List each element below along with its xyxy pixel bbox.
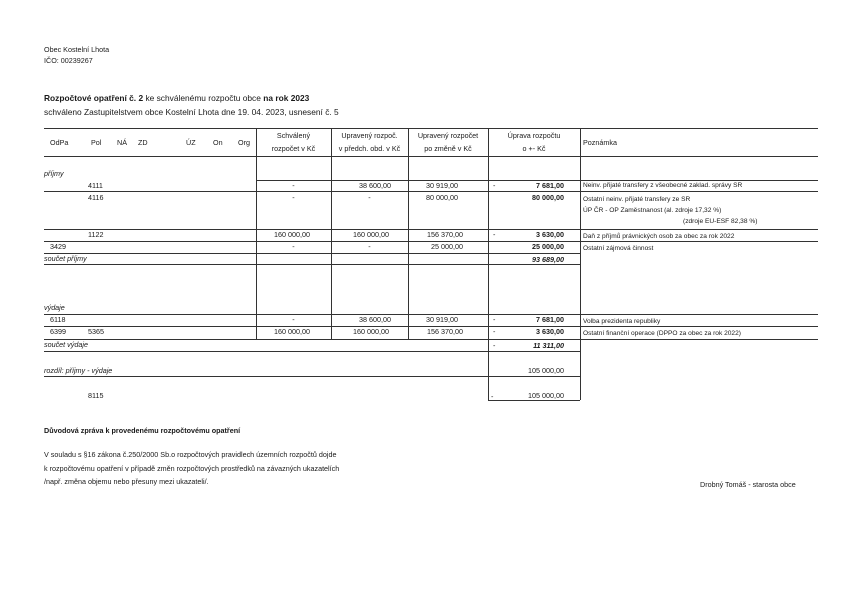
row-poznamka: Neinv. přijaté transfery z všeobecné zaklad. správy SR <box>583 182 743 189</box>
row-uprava: 3 630,00 <box>536 230 564 239</box>
row-uprava: 25 000,00 <box>532 242 564 251</box>
signature: Drobný Tomáš - starosta obce <box>700 480 796 489</box>
row-uprava: 3 630,00 <box>536 327 564 336</box>
header-zd: ZD <box>138 138 148 147</box>
row-po-zmene: 156 370,00 <box>427 230 463 239</box>
section-prijmy: příjmy <box>44 169 64 178</box>
soucet-prijmy-value: 93 689,00 <box>532 255 564 264</box>
row-poznamka: Ostatní neinv. přijaté transfery ze SR <box>583 196 691 203</box>
row-upraveny: 160 000,00 <box>353 327 389 336</box>
explanation-line: /např. změna objemu nebo přesuny mezi ukazateli/. <box>44 477 209 486</box>
header-uprava-line2: o +- Kč <box>522 144 546 153</box>
row-po-zmene: 30 919,00 <box>426 315 458 324</box>
row-po-zmene: 156 370,00 <box>427 327 463 336</box>
row-odpa: 3429 <box>50 242 66 251</box>
row-odpa: 6118 <box>50 315 66 324</box>
row-uprava: 7 681,00 <box>536 181 564 190</box>
document-title <box>44 93 309 103</box>
title-main-middle: ke schválenému rozpočtu obce <box>143 93 264 103</box>
row-upraveny: 160 000,00 <box>353 230 389 239</box>
soucet-vydaje-value: 11 311,00 <box>533 341 564 350</box>
header-org: Org <box>238 138 250 147</box>
header-uprava-line1: Úprava rozpočtu <box>507 131 561 140</box>
col-line <box>580 128 581 400</box>
ico-number: IČO: 00239267 <box>44 56 93 65</box>
row-pol: 4116 <box>88 193 104 202</box>
explanation-heading: Důvodová zpráva k provedenému rozpočtovému opatření <box>44 426 241 435</box>
row-pol: 4111 <box>88 181 103 190</box>
row-poznamka-detail: (zdroje EU-ESF 82,38 %) <box>683 218 758 225</box>
header-poznamka: Poznámka <box>583 138 617 147</box>
section-soucet-prijmy: součet příjmy <box>44 254 87 263</box>
municipality-name: Obec Kostelní Lhota <box>44 45 110 54</box>
header-po-zmene-line2: po změně v Kč <box>424 144 472 153</box>
row-line <box>44 264 580 265</box>
financing-value: 105 000,00 <box>528 391 564 400</box>
financing-sign: - <box>491 392 494 401</box>
row-poznamka: Volba prezidenta republiky <box>583 318 661 325</box>
row-uprava: 7 681,00 <box>536 315 564 324</box>
row-schvaleny: - <box>292 193 295 202</box>
row-poznamka-detail: ÚP ČR - OP Zaměstnanost (al. zdroje 17,32 %) <box>583 207 722 214</box>
row-line <box>44 339 818 340</box>
col-line <box>488 128 489 400</box>
row-sign: - <box>493 230 496 239</box>
section-vydaje: výdaje <box>44 303 65 312</box>
header-upraveny-line1: Upravený rozpoč. <box>341 131 398 140</box>
row-uprava: 80 000,00 <box>532 193 564 202</box>
row-poznamka: Ostatní finanční operace (DPPO za obec za rok 2022) <box>583 330 741 337</box>
row-pol: 1122 <box>88 230 104 239</box>
row-po-zmene: 25 000,00 <box>431 242 463 251</box>
header-po-zmene-line1: Upravený rozpočet <box>417 131 479 140</box>
row-pol: 5365 <box>88 327 104 336</box>
row-sign: - <box>493 181 496 190</box>
soucet-vydaje-sign: - <box>493 341 496 350</box>
row-schvaleny: 160 000,00 <box>274 327 310 336</box>
row-upraveny: 38 600,00 <box>359 181 391 190</box>
header-upraveny-line2: v předch. obd. v Kč <box>338 144 401 153</box>
row-upraveny: - <box>368 193 371 202</box>
row-line <box>488 400 580 401</box>
row-po-zmene: 80 000,00 <box>426 193 458 202</box>
row-upraveny: 38 600,00 <box>359 315 391 324</box>
row-line <box>44 351 580 352</box>
header-schvaleny-line2: rozpočet v Kč <box>271 144 316 153</box>
financing-pol: 8115 <box>88 391 104 400</box>
row-upraveny: - <box>368 242 371 251</box>
row-line <box>44 376 580 377</box>
header-on: On <box>213 138 223 147</box>
row-schvaleny: 160 000,00 <box>274 230 310 239</box>
row-poznamka: Ostatní zájmová činnost <box>583 245 654 252</box>
document-subtitle: schváleno Zastupitelstvem obce Kostelní Lhota dne 19. 04. 2023, usnesení č. 5 <box>44 107 339 117</box>
header-odpa: OdPa <box>50 138 69 147</box>
section-rozdil: rozdíl: příjmy - výdaje <box>44 366 113 375</box>
header-uz: ÚZ <box>186 138 196 147</box>
explanation-line: V souladu s §16 zákona č.250/2000 Sb.o rozpočtových pravidlech územních rozpočtů dojde <box>44 450 337 459</box>
explanation-line: k rozpočtovému opatření v případě změn rozpočtových prostředků na závazných ukazatelích <box>44 464 340 473</box>
header-na: NÁ <box>117 138 127 147</box>
row-schvaleny: - <box>292 315 295 324</box>
title-main-end: na rok 2023 <box>263 93 310 103</box>
title-main-bold: Rozpočtové opatření č. 2 <box>44 93 144 103</box>
row-schvaleny: - <box>292 181 295 190</box>
row-line <box>44 253 580 254</box>
header-schvaleny-line1: Schválený <box>276 131 311 140</box>
header-pol: Pol <box>91 138 102 147</box>
row-po-zmene: 30 919,00 <box>426 181 458 190</box>
row-odpa: 6399 <box>50 327 66 336</box>
row-schvaleny: - <box>292 242 295 251</box>
section-soucet-vydaje: součet výdaje <box>44 340 88 349</box>
row-sign: - <box>493 315 496 324</box>
row-poznamka: Daň z příjmů právnických osob za obec za rok 2022 <box>583 233 735 240</box>
rozdil-value: 105 000,00 <box>528 366 564 375</box>
table-top-border <box>44 128 818 129</box>
row-sign: - <box>493 327 496 336</box>
header-bottom-border <box>44 156 818 157</box>
row-line <box>44 191 818 192</box>
